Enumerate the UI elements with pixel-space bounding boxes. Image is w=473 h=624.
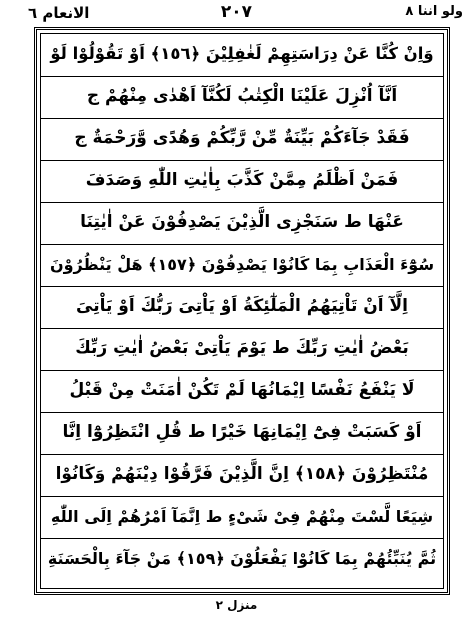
line-divider [41, 118, 443, 119]
verse-line-8: بَعْضُ اٰيٰتِ رَبِّكَ ط يَوْمَ يَاْتِىْ بَعْضُ اٰيٰتِ رَبِّكَ [75, 338, 409, 358]
verse-line-3: فَقَدْ جَآءَكُمْ بَيِّنَةٌ مِّنْ رَّبِّكُمْ وَهُدًى وَّرَحْمَةٌ ج [74, 128, 410, 148]
verse-line-12: شِيَعًا لَّسْتَ مِنْهُمْ فِىْ شَىْءٍ ط اِنَّمَآ اَمْرُهُمْ اِلَى اللّٰهِ [50, 506, 434, 526]
verse-line-9: لَا يَنْفَعُ نَفْسًا اِيْمَانُهَا لَمْ تَكُنْ اٰمَنَتْ مِنْ قَبْلُ [69, 380, 415, 400]
line-divider [41, 328, 443, 329]
verse-line-6: سُوْٓءَ الْعَذَابِ بِمَا كَانُوْا يَصْدِفُوْنَ ﴿١٥٧﴾ هَلْ يَنْظُرُوْنَ [49, 254, 435, 274]
text-frame [34, 27, 450, 595]
manzil-marker: منزل ٢ [215, 598, 258, 612]
line-divider [41, 160, 443, 161]
line-divider [41, 76, 443, 77]
verse-lines [41, 34, 443, 588]
verse-line-1: وَاِنْ كُنَّا عَنْ دِرَاسَتِهِمْ لَغٰفِلِيْنَ ﴿١٥٦﴾ اَوْ تَقُوْلُوْا لَوْ [50, 44, 434, 64]
page-header [0, 0, 473, 26]
surah-name: الانعام ٦ [28, 4, 90, 22]
line-divider [41, 202, 443, 203]
verse-line-11: مُنْتَظِرُوْنَ ﴿١٥٨﴾ اِنَّ الَّذِيْنَ فَرَّقُوْا دِيْنَهُمْ وَكَانُوْا [55, 464, 429, 484]
verse-line-10: اَوْ كَسَبَتْ فِىْٓ اِيْمَانِهَا خَيْرًا ط قُلِ انْتَظِرُوْٓا اِنَّا [62, 422, 422, 442]
line-divider [41, 286, 443, 287]
line-divider [41, 370, 443, 371]
line-divider [41, 412, 443, 413]
page-number: ٢٠٧ [220, 2, 253, 22]
verse-line-5: عَنْهَا ط سَنَجْزِى الَّذِيْنَ يَصْدِفُوْنَ عَنْ اٰيٰتِنَا [80, 212, 404, 232]
text-frame-inner [40, 33, 444, 589]
line-divider [41, 496, 443, 497]
verse-line-4: فَمَنْ اَظْلَمُ مِمَّنْ كَذَّبَ بِاٰيٰتِ اللّٰهِ وَصَدَفَ [85, 170, 399, 190]
line-divider [41, 538, 443, 539]
verse-line-7: اِلَّآ اَنْ تَاْتِيَهُمُ الْمَلٰٓئِكَةُ اَوْ يَاْتِىَ رَبُّكَ اَوْ يَاْتِىَ [76, 296, 408, 316]
line-divider [41, 454, 443, 455]
line-divider [41, 244, 443, 245]
verse-line-13: ثُمَّ يُنَبِّئُهُمْ بِمَا كَانُوْا يَفْعَلُوْنَ ﴿١٥٩﴾ مَنْ جَآءَ بِالْحَسَنَةِ [47, 548, 437, 568]
verse-line-2: اَنَّآ اُنْزِلَ عَلَيْنَا الْكِتٰبُ لَكُنَّآ اَهْدٰى مِنْهُمْ ج [86, 86, 398, 106]
juz-name: ولو اننا ٨ [405, 4, 463, 19]
